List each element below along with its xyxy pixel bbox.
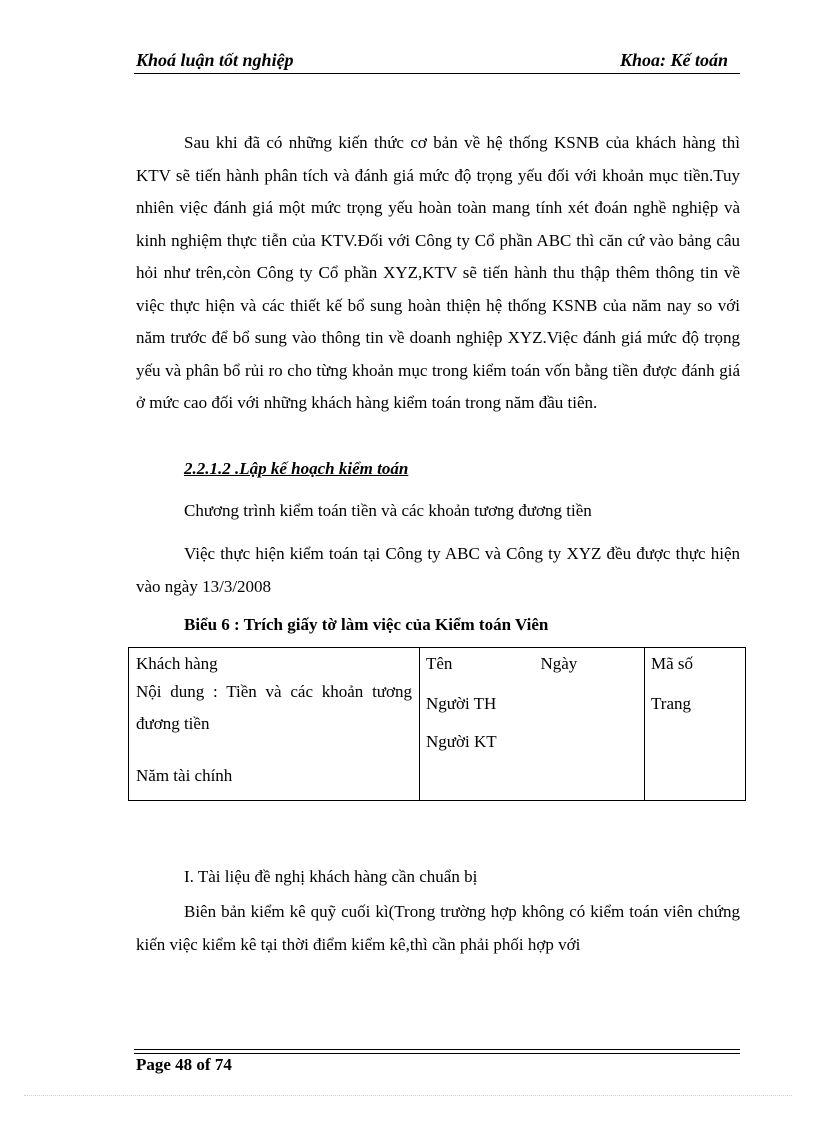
footer-rule-thin xyxy=(134,1053,740,1054)
section-heading: 2.2.1.2 .Lập kế hoạch kiểm toán xyxy=(184,459,409,478)
audit-program-line: Chương trình kiểm toán tiền và các khoản tương đương tiền xyxy=(184,501,592,520)
page-edge-divider xyxy=(24,1095,792,1096)
cell-preparer: Người TH xyxy=(426,694,497,713)
cell-content: Nội dung : Tiền và các khoản tương đương tiền xyxy=(136,682,412,733)
table-col-signoff xyxy=(419,648,645,800)
list-item-documents: I. Tài liệu đề nghị khách hàng cần chuẩn bị xyxy=(184,867,478,886)
page-number: Page 48 of 74 xyxy=(136,1055,232,1074)
header-thesis-title: Khoá luận tốt nghiệp xyxy=(136,50,294,70)
table-caption: Biểu 6 : Trích giấy tờ làm việc của Kiểm toán Viên xyxy=(184,615,549,634)
paragraph-cash-count: Biên bản kiểm kê quỹ cuối kì(Trong trường hợp không có kiểm toán viên chứng kiến việc kiểm kê tại thời điểm kiểm kê,thì cần phải phối hợp với xyxy=(136,902,740,954)
cell-name-date xyxy=(426,654,577,674)
paragraph-materiality: Sau khi đã có những kiến thức cơ bản về hệ thống KSNB của khách hàng thì KTV sẽ tiến hành phân tích và đánh giá mức độ trọng yếu đối với khoản mục tiền.Tuy nhiên việc đánh giá một mức trọng yếu hoàn toàn mang tính xét đoán nghề nghiệp và kinh nghiệm thực tiễn của KTV.Đối với Công ty Cổ phần ABC thì căn cứ vào bảng câu hỏi như trên,còn Công ty Cổ phần XYZ,KTV sẽ tiến hành thu thập thêm thông tin về việc thực hiện và các thiết kế bổ sung hoàn thiện hệ thống KSNB của năm nay so với năm trước để bổ sung vào thông tin về doanh nghiệp XYZ.Việc đánh giá mức độ trọng yếu và phân bổ rủi ro cho từng khoản mục trong kiểm toán vốn bằng tiền được đánh giá ở mức cao đối với những khách hàng kiểm toán trong năm đầu tiên. xyxy=(136,133,740,412)
cell-client: Khách hàng xyxy=(136,654,218,673)
cell-date: Ngày xyxy=(540,654,578,673)
cell-reviewer: Người KT xyxy=(426,732,497,751)
cell-fiscal-year: Năm tài chính xyxy=(136,766,233,785)
table-col-code xyxy=(644,648,745,800)
table-col-client xyxy=(129,648,420,800)
cell-code: Mã số xyxy=(651,654,694,673)
footer-rule-thick xyxy=(134,1049,740,1050)
paragraph-audit-date: Việc thực hiện kiểm toán tại Công ty ABC và Công ty XYZ đều được thực hiện vào ngày 13/3/2008 xyxy=(136,544,740,596)
cell-name: Tên xyxy=(426,654,453,673)
header-faculty: Khoa: Kế toán xyxy=(619,50,728,70)
running-header xyxy=(134,50,740,72)
header-rule xyxy=(134,73,740,74)
working-paper-table xyxy=(128,647,746,801)
cell-page: Trang xyxy=(651,694,691,713)
